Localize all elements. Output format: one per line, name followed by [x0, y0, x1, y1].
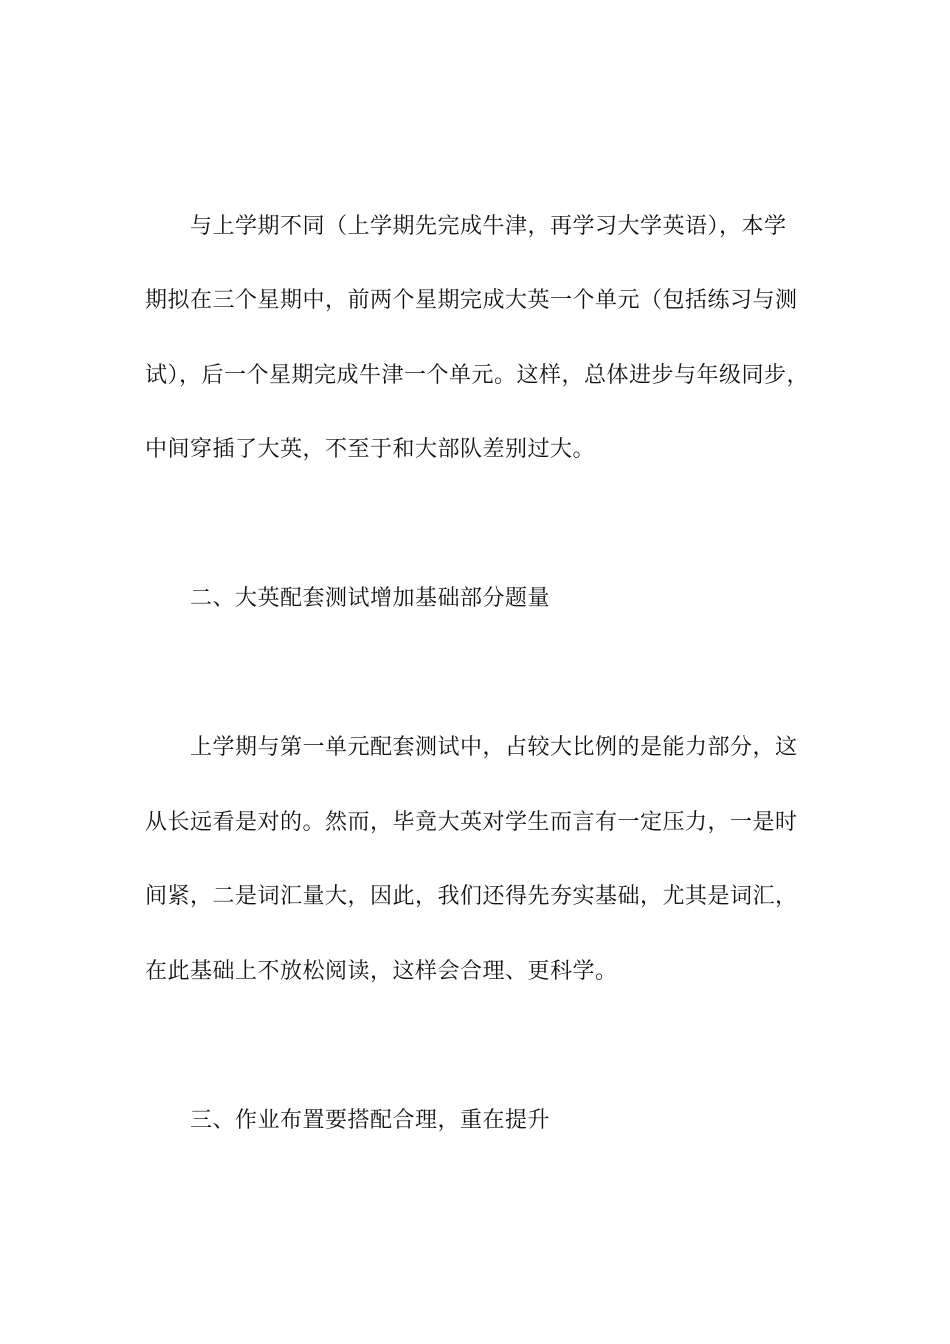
paragraph-1-line-4: 中间穿插了大英，不至于和大部队差别过大。	[145, 437, 596, 462]
section-heading-2: 二、大英配套测试增加基础部分题量	[190, 586, 551, 611]
paragraph-2-line-4: 在此基础上不放松阅读，这样会合理、更科学。	[145, 959, 618, 984]
paragraph-1-line-3: 试），后一个星期完成牛津一个单元。这样，总体进步与年级同步，	[145, 363, 810, 388]
paragraph-2-line-1: 上学期与第一单元配套测试中，占较大比例的是能力部分，这	[190, 735, 798, 760]
paragraph-1-line-1: 与上学期不同（上学期先完成牛津，再学习大学英语），本学	[190, 214, 787, 239]
paragraph-2-line-3: 间紧，二是词汇量大，因此，我们还得先夯实基础，尤其是词汇，	[145, 884, 798, 909]
paragraph-1-line-2: 期拟在三个星期中，前两个星期完成大英一个单元（包括练习与测	[145, 288, 798, 313]
paragraph-2-line-2: 从长远看是对的。然而，毕竟大英对学生而言有一定压力，一是时	[145, 810, 798, 835]
section-heading-3: 三、作业布置要搭配合理，重在提升	[190, 1108, 551, 1133]
